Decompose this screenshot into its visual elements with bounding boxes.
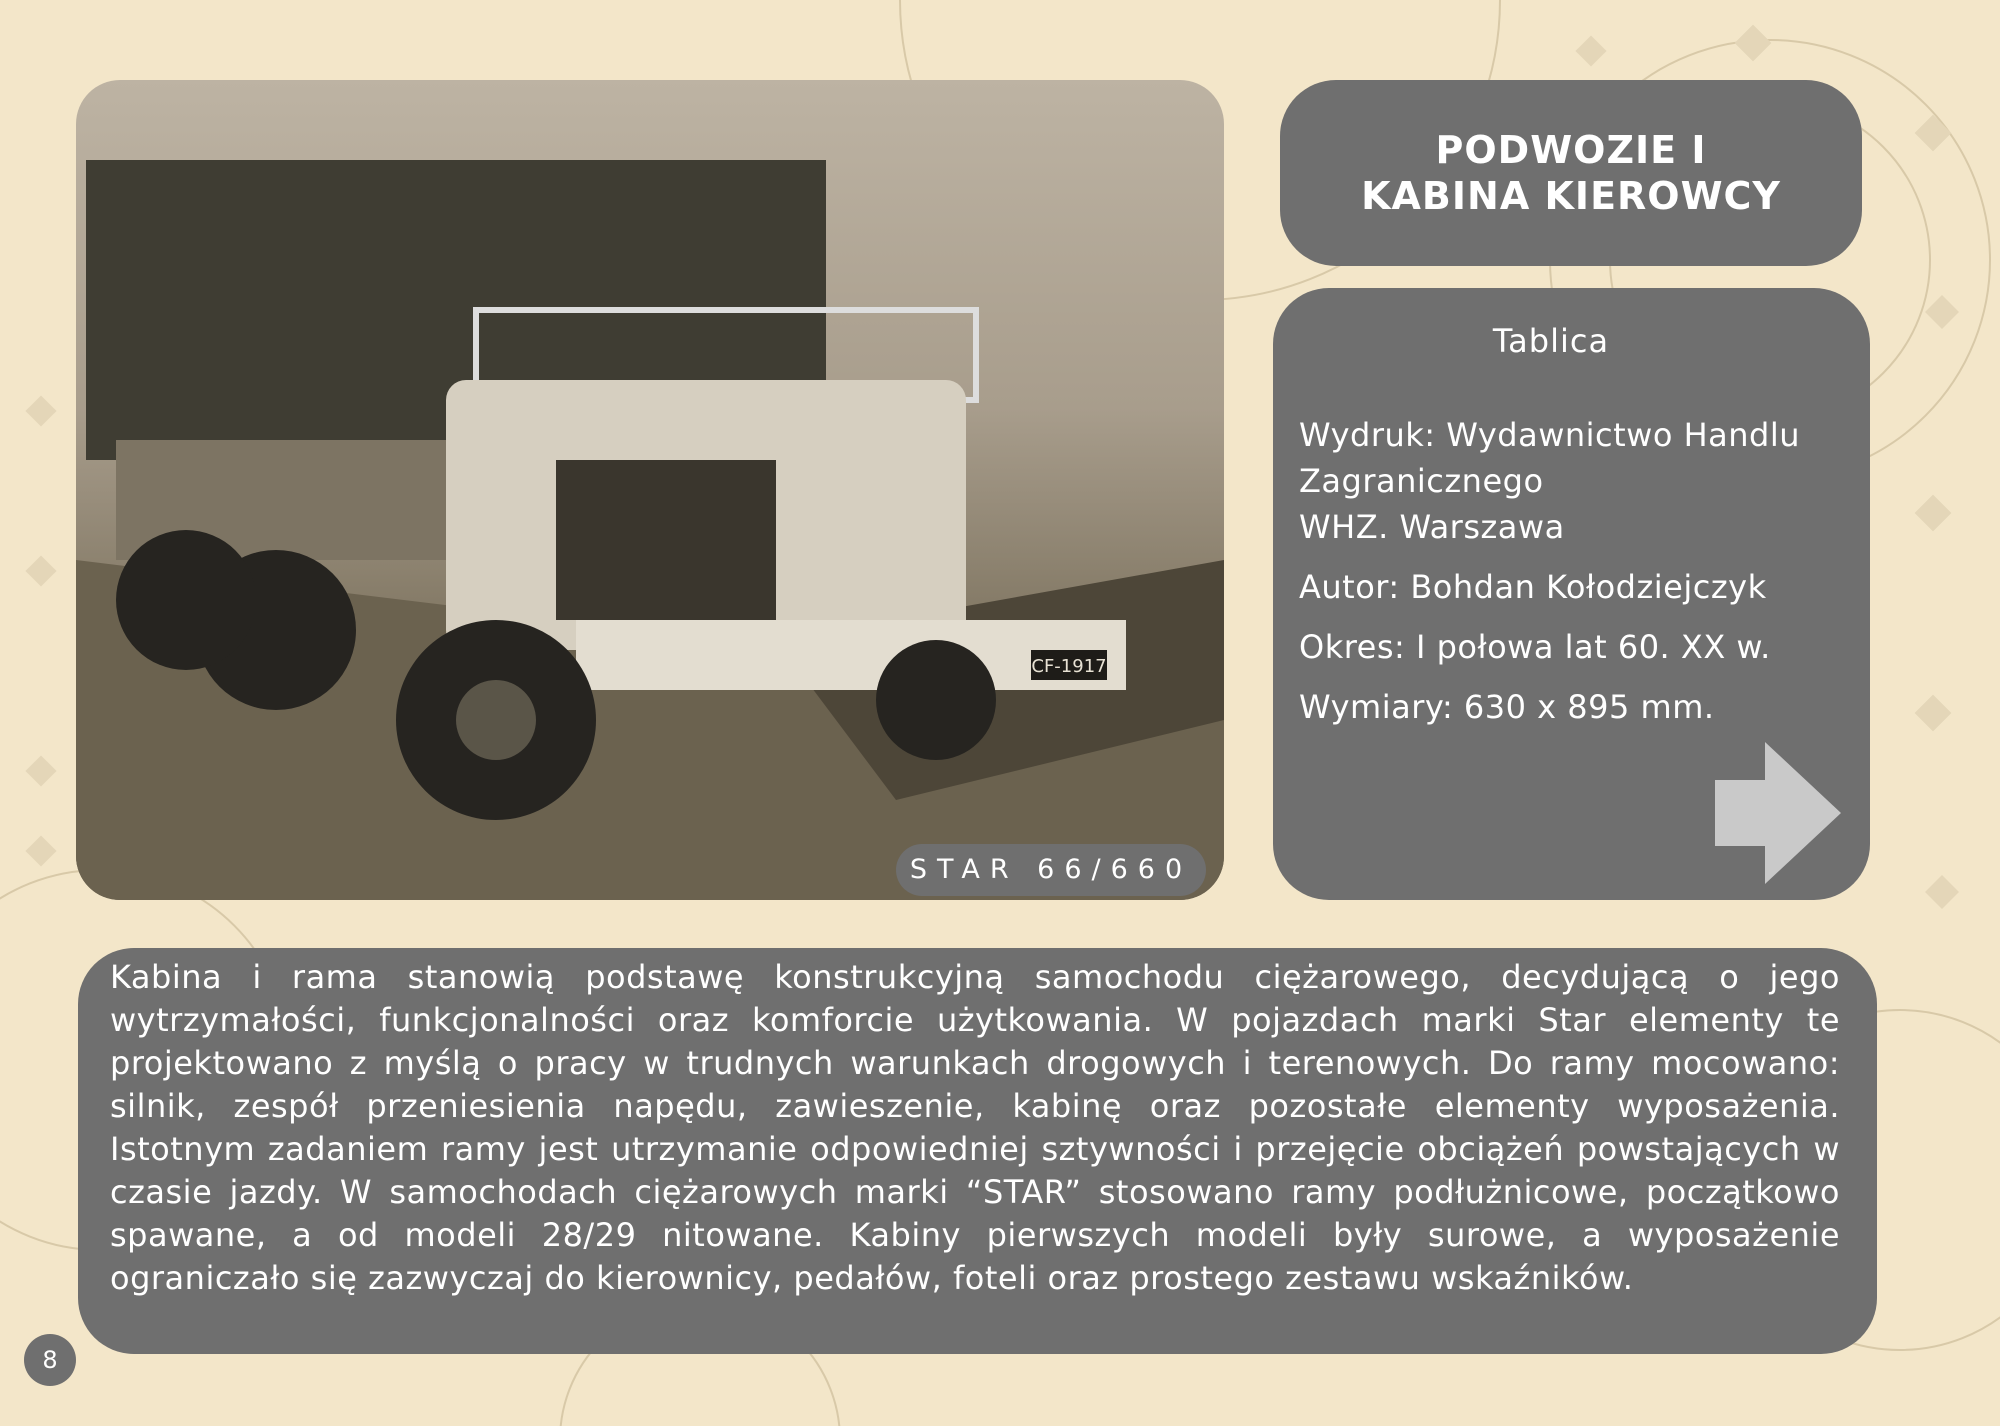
truck-illustration xyxy=(76,80,1224,900)
description-panel xyxy=(78,948,1877,1354)
description-text: Kabina i rama stanowią podstawę konstrukcyjną samochodu ciężarowego, decydującą o jego wytrzymałości, funkcjonalności oraz komforcie użytkowania. W pojazdach marki Star elementy te projektowano z myślą o pracy w trudnych warunkach drogowych i terenowych. Do ramy mocowano: silnik, zespół przeniesienia napędu, zawieszenie, kabinę oraz pozostałe elementy wyposażenia. Istotnym zadaniem ramy jest utrzymanie odpowiedniej sztywności i przejęcie obciążeń powstających w czasie jazdy. W samochodach ciężarowych marki “STAR” stosowano ramy podłużnicowe, początkowo spawane, a od modeli 28/29 nitowane. Kabiny pierwszych modeli były surowe, a wyposażenie ograniczało się zazwyczaj do kierownicy, pedałów, foteli oraz prostego zestawu wskaźników. xyxy=(110,958,1840,1297)
truck-photo xyxy=(76,80,1224,900)
dimensions-line: Wymiary: 630 x 895 mm. xyxy=(1299,688,1715,726)
info-heading: Tablica xyxy=(1492,322,1610,360)
page-number: 8 xyxy=(24,1334,76,1386)
info-panel xyxy=(1273,288,1870,900)
period-line: Okres: I połowa lat 60. XX w. xyxy=(1299,628,1771,666)
author-line: Autor: Bohdan Kołodziejczyk xyxy=(1299,568,1767,606)
page-title: PODWOZIE I KABINA KIEROWCY xyxy=(1361,128,1781,218)
section-title xyxy=(1280,80,1862,266)
print-line-2: Zagranicznego xyxy=(1299,462,1544,500)
photo-caption: STAR 66/660 xyxy=(896,844,1206,896)
print-line-1: Wydruk: Wydawnictwo Handlu xyxy=(1299,416,1801,454)
print-line-3: WHZ. Warszawa xyxy=(1299,508,1565,546)
right-arrow-icon[interactable] xyxy=(1715,742,1845,884)
license-plate: CF-1917 xyxy=(1031,656,1107,677)
